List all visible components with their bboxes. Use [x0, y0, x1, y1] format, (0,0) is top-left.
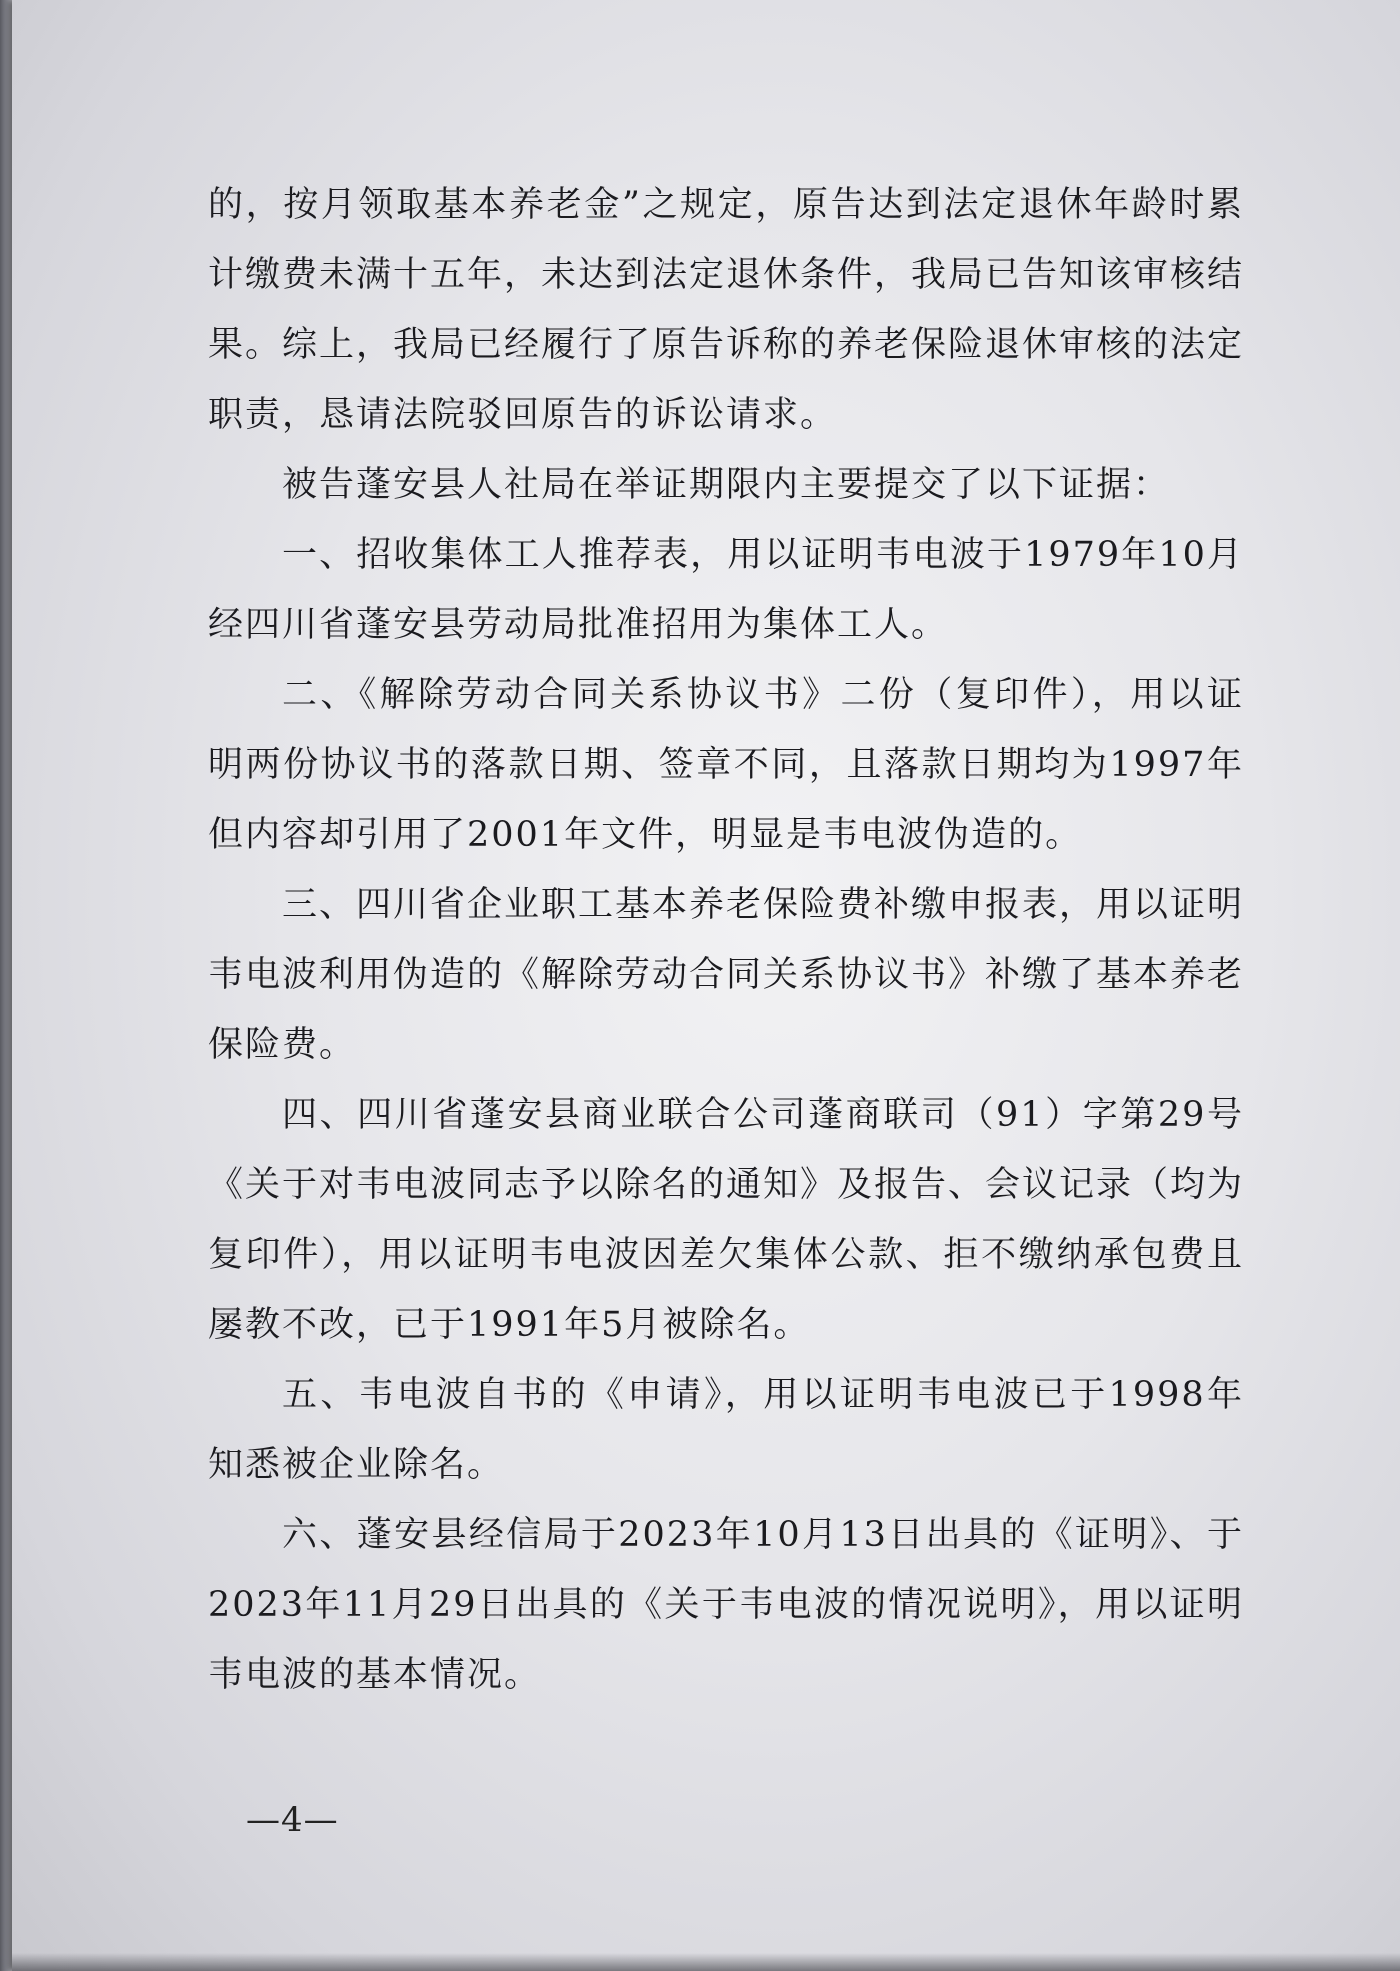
page-stack-edge [0, 0, 12, 1971]
paragraph-evidence-1: 一、招收集体工人推荐表，用以证明韦电波于1979年10月经四川省蓬安县劳动局批准招用为集体工人。 [208, 535, 1244, 645]
paragraph-evidence-4: 四、四川省蓬安县商业联合公司蓬商联司（91）字第29号《关于对韦电波同志予以除名的通知》及报告、会议记录（均为复印件），用以证明韦电波因差欠集体公款、拒不缴纳承包费且屡教不改，已于1991年5月被除名。 [208, 1095, 1245, 1345]
page-number: —4— [246, 1800, 339, 1840]
document-body [208, 170, 1244, 1710]
paragraph-evidence-6: 六、蓬安县经信局于2023年10月13日出具的《证明》、于2023年11月29日出具的《关于韦电波的情况说明》，用以证明韦电波的基本情况。 [208, 1515, 1244, 1695]
paragraph-evidence-3: 三、四川省企业职工基本养老保险费补缴申报表，用以证明韦电波利用伪造的《解除劳动合同关系协议书》补缴了基本养老保险费。 [208, 885, 1245, 1065]
paragraph-evidence-intro: 被告蓬安县人社局在举证期限内主要提交了以下证据： [282, 465, 1171, 505]
paragraph-evidence-5: 五、韦电波自书的《申请》，用以证明韦电波已于1998年知悉被企业除名。 [208, 1375, 1244, 1485]
paragraph-continuation: 的，按月领取基本养老金”之规定，原告达到法定退休年龄时累计缴费未满十五年，未达到法定退休条件，我局已告知该审核结果。综上，我局已经履行了原告诉称的养老保险退休审核的法定职责，恳请法院驳回原告的诉讼请求。 [208, 185, 1245, 435]
page-bottom-shadow [12, 1953, 1400, 1971]
paragraph-evidence-2: 二、《解除劳动合同关系协议书》二份（复印件），用以证明两份协议书的落款日期、签章不同，且落款日期均为1997年但内容却引用了2001年文件，明显是韦电波伪造的。 [208, 675, 1244, 855]
